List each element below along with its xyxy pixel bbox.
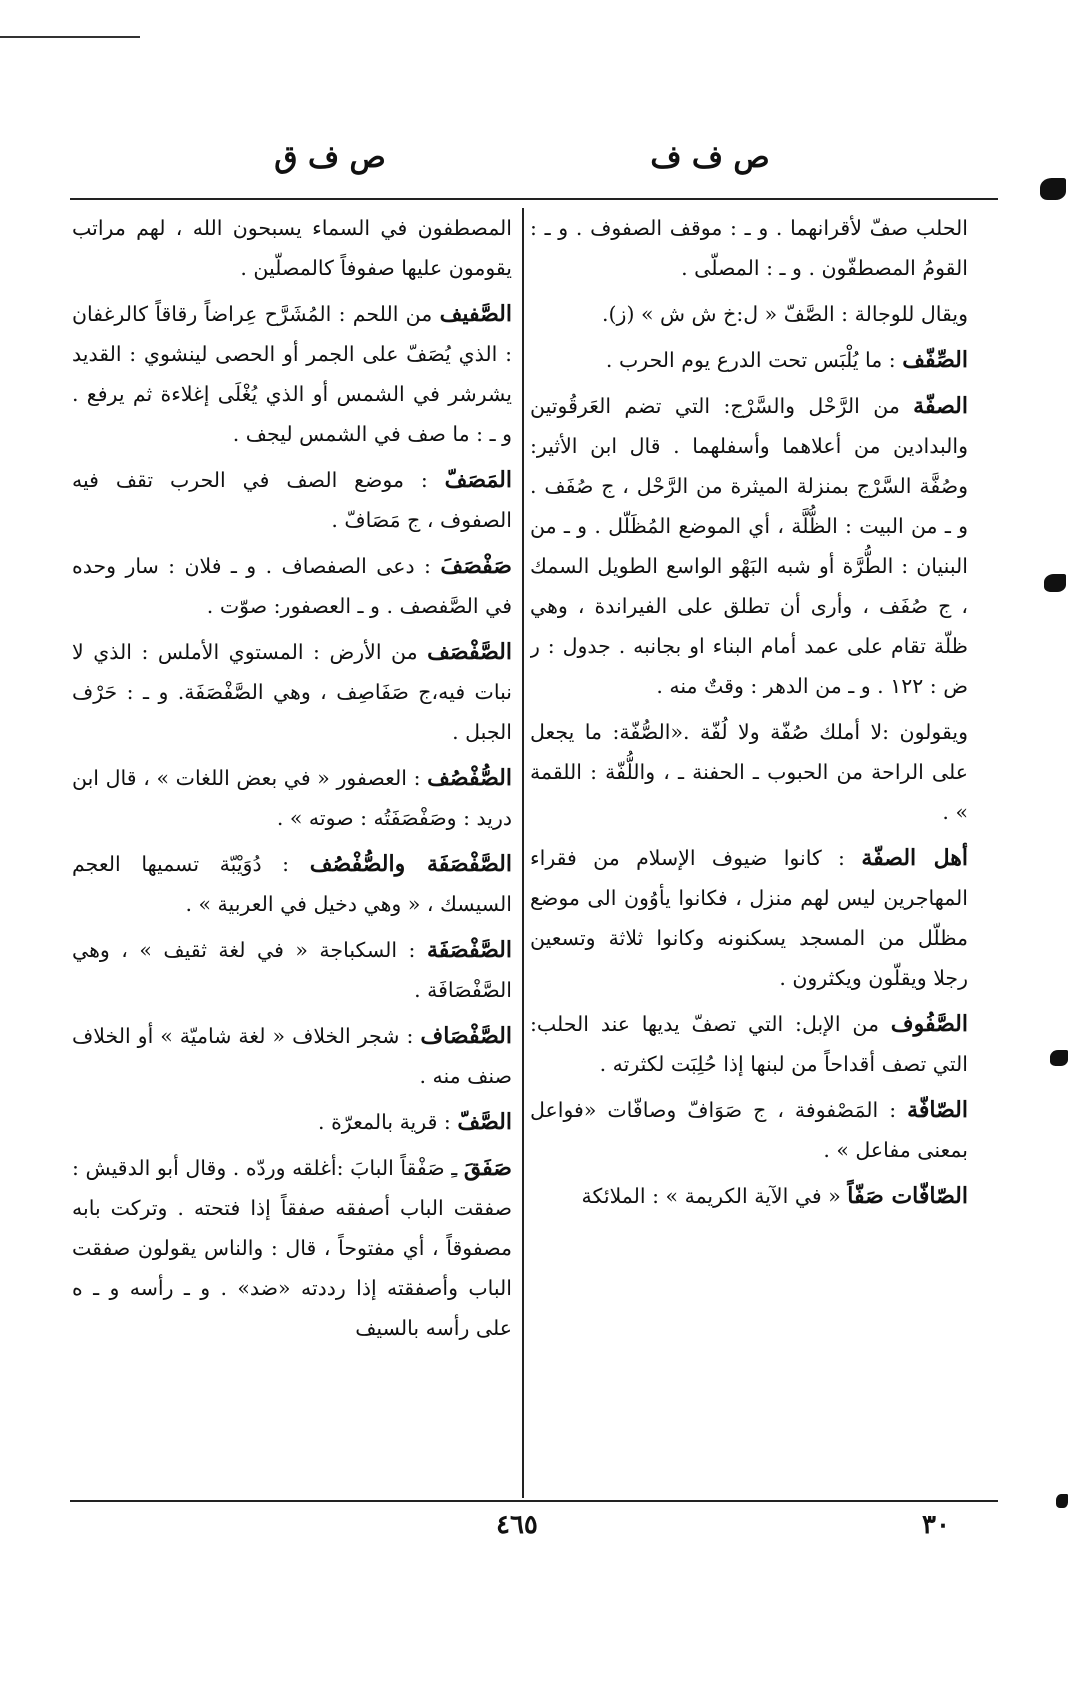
headword: صَفَقَ — [463, 1155, 512, 1181]
right-column-root-header: ص ف ف — [650, 140, 770, 175]
headword: الصَّفْصَاف — [420, 1023, 512, 1049]
dictionary-entry — [72, 546, 512, 626]
headword: المَصَفّ — [444, 467, 512, 493]
definition: من الأرض : المستوي الأملس : الذي لا نبات فيه،ج صَفَاصِف ، وهي الصَّفْصَفَة. و ـ : حَرْف الجبل . — [72, 640, 512, 744]
right-column — [530, 208, 968, 1498]
dictionary-entry — [72, 208, 512, 288]
dictionary-entry — [72, 460, 512, 540]
headword: الصَّفْصَف — [427, 639, 512, 665]
definition: : كانوا ضيوف الإسلام من فقراء المهاجرين ليس لهم منزل ، فكانوا يأوُون الى موضع مظلّل من المسجد يسكنونه وكانوا ثلاثة وتسعين رجلا ويقلّون ويكثرون . — [530, 846, 968, 990]
definition: : موضع الصف في الحرب تقف فيه الصفوف ، ج مَصَافّ . — [72, 468, 512, 532]
dictionary-entry — [530, 294, 968, 334]
definition: ويقال للوجالة : الصَّفّ « ل:خ ش ش » (ز). — [602, 302, 968, 326]
definition: : السكباجة « في لغة ثقيف » ، وهي الصَّفْصَافَة . — [72, 938, 512, 1002]
definition: : العصفور « في بعض اللغات » ، قال ابن دريد : وصَفْصَفَتُه : صوته » . — [72, 766, 512, 830]
dictionary-entry — [530, 1176, 968, 1216]
dictionary-entry — [530, 1090, 968, 1170]
dictionary-entry — [72, 1148, 512, 1348]
headword: الصَّفْصَفَة والصُّفْصُف — [309, 851, 512, 877]
page-letter-count: ٣٠ — [922, 1510, 950, 1540]
column-divider — [522, 208, 524, 1498]
headword: الصّافّات صَفّاً — [847, 1183, 968, 1209]
dictionary-entry — [72, 930, 512, 1010]
dictionary-entry — [530, 208, 968, 288]
headword: الصَّفّ — [457, 1109, 512, 1135]
footer-rule — [70, 1500, 998, 1502]
headword: الصَّفيف — [439, 301, 512, 327]
headword: الصَّفُوف — [890, 1011, 968, 1037]
definition: ويقولون :لا أملك صُفّة ولا لُفّة .«الصُّفّة: ما يجعل على الراحة من الحبوب ـ الحفنة ـ ، واللُّفّة : اللقمة » . — [530, 720, 968, 824]
left-column-root-header: ص ف ق — [274, 140, 386, 175]
dictionary-entry — [530, 712, 968, 832]
definition: : المَصْفوفة ، ج صَوَافّ وصافّات «فواعل بمعنى مفاعل » . — [530, 1098, 968, 1162]
definition: « في الآية الكريمة » : الملائكة — [581, 1184, 848, 1208]
headword: الصفّة — [913, 393, 968, 419]
headword: الصَّفْصَفَة — [426, 937, 512, 963]
page-number: ٤٦٥ — [496, 1510, 538, 1540]
headword: الصّافّة — [907, 1097, 968, 1123]
top-edge-line — [0, 36, 140, 38]
scan-edge-mark — [1056, 1494, 1068, 1508]
dictionary-entry — [72, 758, 512, 838]
scan-edge-mark — [1040, 178, 1066, 200]
dictionary-entry — [72, 844, 512, 924]
header-rule — [70, 198, 998, 200]
headword: الصِّفّف — [902, 347, 968, 373]
definition: : دعى الصفصاف . و ـ فلان : سار وحده في الصَّفصف . و ـ العصفور: صوّت . — [72, 554, 512, 618]
dictionary-entry — [72, 632, 512, 752]
definition: من اللحم : المُشَرَّح عِراضاً رقاقاً كالرغفان : الذي يُصَفّ على الجمر أو الحصى لينشوي : القديد يشرشر في الشمس أو الذي يُغْلَى إغلاءة ثم يرفع . و ـ : ما صف في الشمس ليجف . — [72, 302, 512, 446]
dictionary-entry — [530, 340, 968, 380]
dictionary-entry — [72, 1016, 512, 1096]
dictionary-entry — [530, 838, 968, 998]
dictionary-entry — [530, 1004, 968, 1084]
dictionary-entry — [72, 294, 512, 454]
definition: : ما يُلْبَس تحت الدرع يوم الحرب . — [605, 348, 903, 372]
dictionary-entry — [72, 1102, 512, 1142]
definition: : دُوَيْبّة تسميها العجم السيسك ، « وهي دخيل في العربية » . — [72, 852, 512, 916]
definition: ـِ صَفْقاً البابَ :أغلقه وردّه . وقال أبو الدقيش : صفقت الباب أصفقه صفقاً إذا فتحته . وتركت بابه مصفوقاً ، أي مفتوحاً ، قال : والناس يقولون صفقت الباب وأصفقته إذا رددته «ضد» . و ـ رأسه و ـ ه على رأسه بالسيف — [72, 1156, 512, 1340]
definition: : قرية بالمعرّة . — [318, 1110, 458, 1134]
headword: صَفْصَفَ — [440, 553, 512, 579]
definition: : شجر الخلاف « لغة شاميّة » أو الخلاف صنف منه . — [72, 1024, 512, 1088]
definition: الحلب صفّ لأقرانهما . و ـ : موقف الصفوف . و ـ : القومُ المصطفّون . و ـ : المصلّى . — [530, 216, 968, 280]
headword: أهل الصفّة — [861, 845, 968, 871]
scan-edge-mark — [1050, 1050, 1068, 1066]
definition: من الإبل: التي تصفّ يديها عند الحلب: التي تصف أقداحاً من لبنها إذا حُلِبَت لكثرته . — [530, 1012, 968, 1076]
scan-edge-mark — [1044, 574, 1066, 592]
definition: من الرَّحْل والسَّرْج: التي تضم العَرقُوتين والبدادين من أعلاهما وأسفلهما . قال ابن الأثير: وصُفَّة السَّرْج بمنزلة الميثرة من الرَّحْل ، ج صُفَف . و ـ من البيت : الظُّلَّة ، أي الموضع المُظَلّل . و ـ من البنيان : الطُّرَّة أو شبه البَهْو الواسع الطويل السمك ، ج صُفَف ، وأرى أن تطلق على الفيراندة ، وهي ظلّة تقام على عمد أمام البناء او بجانبه . جدول : ر ض : ١٢٢ . و ـ من الدهر : وقتٌ منه . — [530, 394, 968, 698]
left-column — [72, 208, 512, 1498]
headword: الصُّفْصُف — [427, 765, 512, 791]
definition: المصطفون في السماء يسبحون الله ، لهم مراتب يقومون عليها صفوفاً كالمصلّين . — [72, 216, 512, 280]
dictionary-entry — [530, 386, 968, 706]
